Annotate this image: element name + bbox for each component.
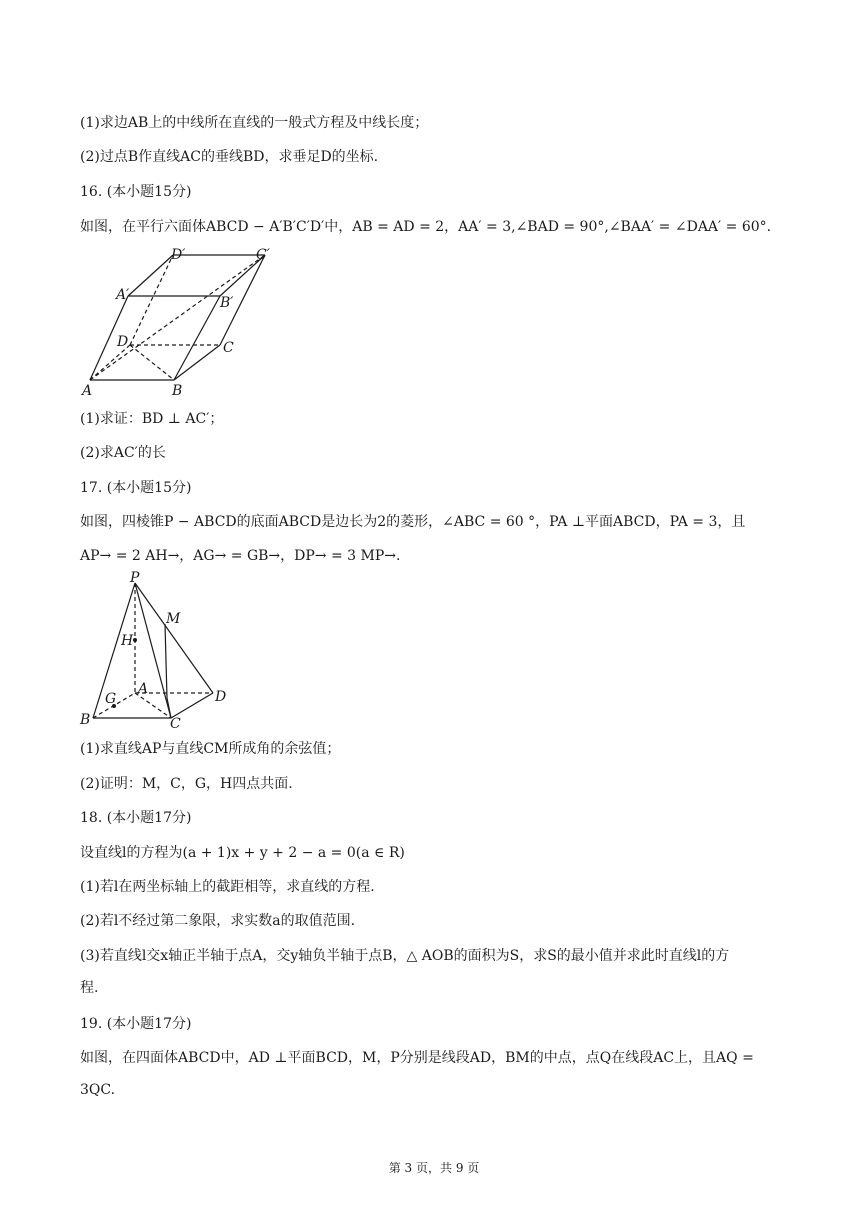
label-G: G [105,691,117,707]
q18-part1: (1)若l在两坐标轴上的截距相等，求直线的方程. [80,879,375,895]
q15-part2: (2)过点B作直线AC的垂线BD，求垂足D的坐标. [80,149,379,165]
label-A-prime: A′ [116,287,130,303]
label-C: C [170,716,181,732]
pyramid-figure [75,568,235,733]
label-C: C [223,340,234,356]
label-D: D [215,689,227,705]
label-M: M [166,611,181,627]
q19-header: 19. (本小题17分) [80,1016,192,1032]
page-footer: 第 3 页，共 9 页 [388,1161,480,1175]
q17-stem-line1: 如图，四棱锥P − ABCD的底面ABCD是边长为2的菱形，∠ABC = 60 °，PA ⊥平面ABCD，PA = 3，且 [80,514,746,530]
label-H: H [121,633,134,649]
q17-header: 17. (本小题15分) [80,480,192,496]
parallelepiped-figure [70,240,290,400]
label-B: B [80,712,91,728]
q18-stem: 设直线l的方程为(a + 1)x + y + 2 − a = 0(a ∈ R) [80,845,405,861]
label-B: B [172,383,183,399]
label-P: P [130,570,140,586]
q16-stem: 如图，在平行六面体ABCD − A′B′C′D′中，AB = AD = 2，AA′ = 3,∠BAD = 90°,∠BAA′ = ∠DAA′ = 60°. [80,219,772,235]
q16-part1: (1)求证：BD ⊥ AC′； [80,411,224,427]
q16-header: 16. (本小题15分) [80,184,192,200]
label-D-prime: D′ [171,247,186,263]
q18-part3: (3)若直线l交x轴正半轴于点A，交y轴负半轴于点B，△ AOB的面积为S，求S的最小值并求此时直线l的方 [80,948,730,964]
q19-stem-line1: 如图，在四面体ABCD中，AD ⊥平面BCD，M，P分别是线段AD，BM的中点，点Q在线段AC上，且AQ = [80,1050,754,1066]
q18-header: 18. (本小题17分) [80,810,192,826]
label-A: A [138,681,149,697]
q17-vector-conditions: AP→ = 2 AH→，AG→ = GB→，DP→ = 3 MP→. [80,548,401,564]
q17-part2: (2)证明：M，C，G，H四点共面. [80,776,293,792]
q18-part3-continued: 程. [80,980,99,996]
label-D: D [117,334,129,350]
q16-part2: (2)求AC′的长 [80,445,166,461]
q18-part2: (2)若l不经过第二象限，求实数a的取值范围. [80,913,356,929]
label-A: A [82,383,93,399]
q19-stem-line2: 3QC. [80,1082,116,1098]
label-B-prime: B′ [220,295,234,311]
label-C-prime: C′ [256,247,270,263]
q17-part1: (1)求直线AP与直线CM所成角的余弦值； [80,741,341,757]
q15-part1: (1)求边AB上的中线所在直线的一般式方程及中线长度； [80,115,429,131]
